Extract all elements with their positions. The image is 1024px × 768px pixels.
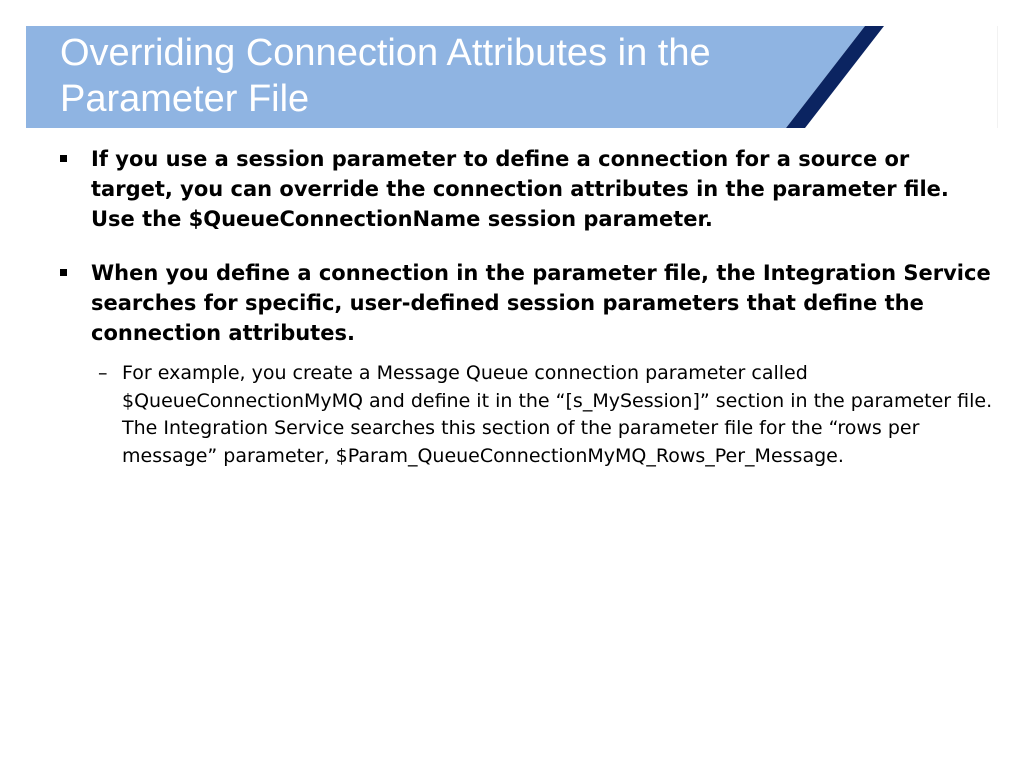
slide-title: [60, 30, 820, 122]
bullet-text: If you use a session parameter to define a connection for a source or target, you can override the connection attributes in the parameter file. Use the $QueueConnectionName session parameter.: [91, 147, 949, 231]
square-bullet-icon: [60, 155, 67, 162]
bullet-item: [58, 258, 993, 348]
title-bar: [26, 26, 998, 128]
sub-bullet-item: [58, 360, 993, 470]
square-bullet-icon: [60, 269, 67, 276]
slide-content: [58, 144, 993, 470]
bullet-item: [58, 144, 993, 234]
dash-bullet-icon: –: [98, 362, 108, 384]
title-line-1: Overriding Connection Attributes in the: [60, 32, 711, 74]
sub-bullet-text: For example, you create a Message Queue connection parameter called $QueueConnectionMyMQ and define it in the “[s_MySession]” section in the parameter file. The Integration Service searches this section of the parameter file for the “rows per message” parameter, $Param_QueueConnectionMyMQ_Rows_Per_Message.: [122, 362, 993, 467]
bullet-text: When you define a connection in the parameter file, the Integration Service searches for specific, user-defined session parameters that define the connection attributes.: [91, 261, 991, 345]
title-line-2: Parameter File: [60, 78, 310, 120]
